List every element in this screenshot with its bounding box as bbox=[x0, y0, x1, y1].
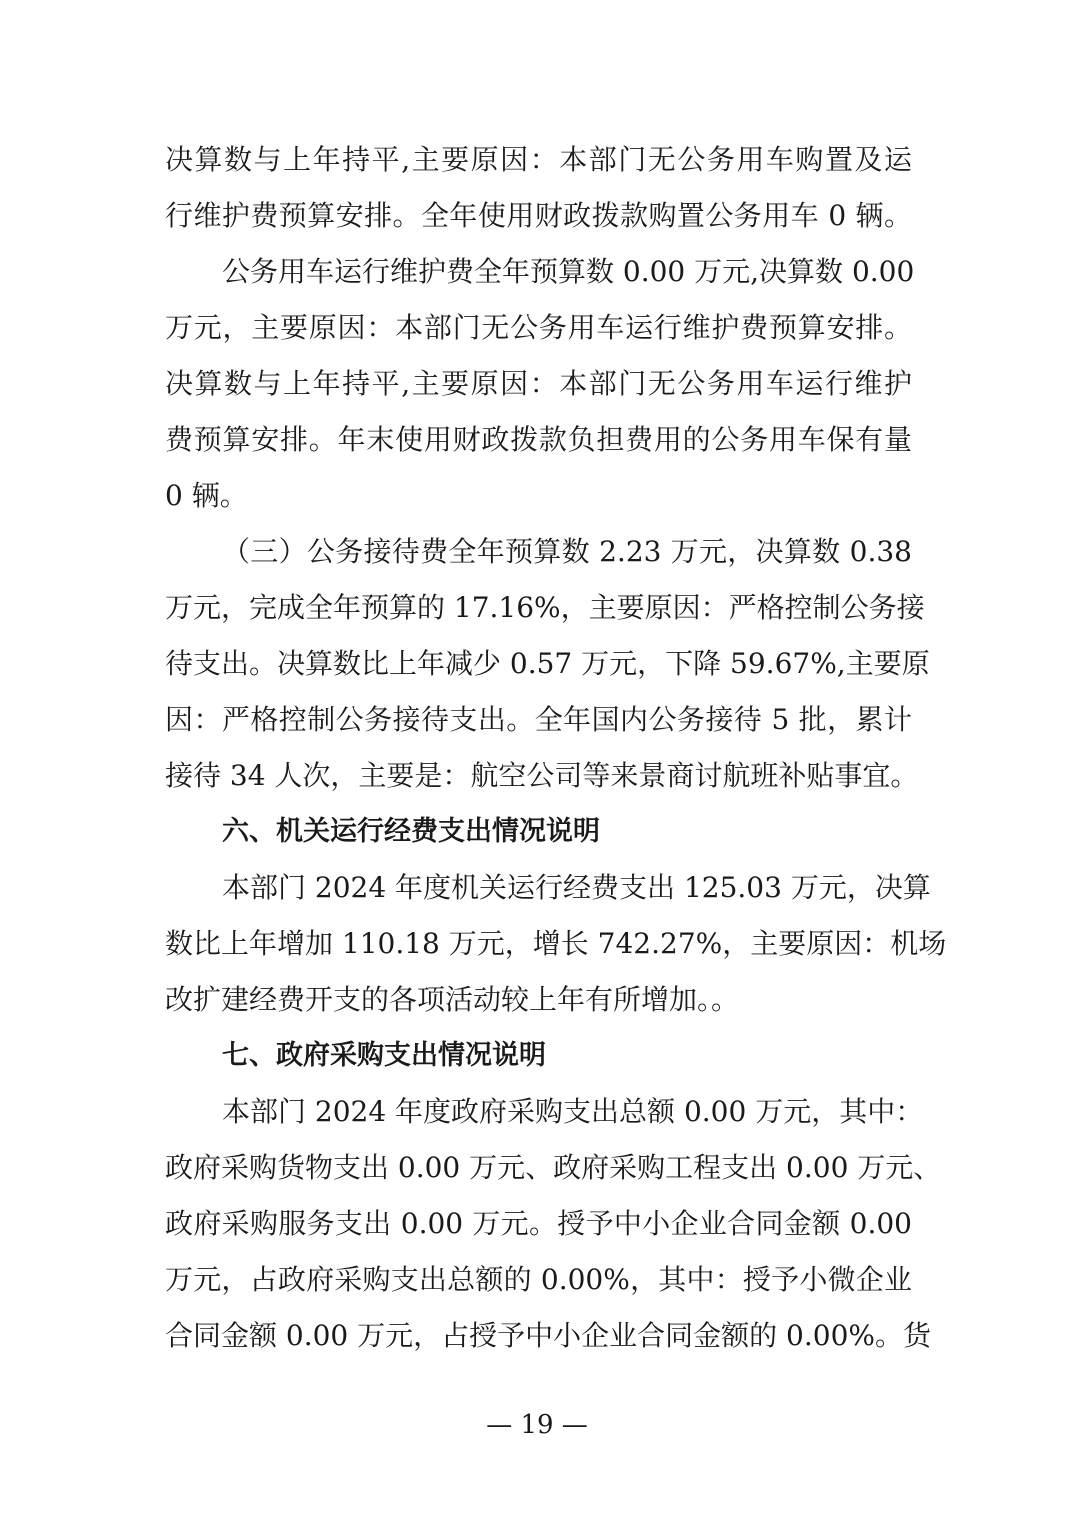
text-line: 待支出。决算数比上年减少 0.57 万元，下降 59.67%,主要原 bbox=[165, 647, 930, 680]
document-body bbox=[165, 138, 947, 1370]
text-line: 0 辆。 bbox=[165, 479, 248, 512]
text-line: 行维护费预算安排。全年使用财政拨款购置公务用车 0 辆。 bbox=[165, 199, 912, 232]
text-line: 本部门 2024 年度机关运行经费支出 125.03 万元，决算 bbox=[222, 871, 931, 904]
text-line: 接待 34 人次，主要是：航空公司等来景商讨航班补贴事宜。 bbox=[165, 759, 919, 792]
text-line: 政府采购货物支出 0.00 万元、政府采购工程支出 0.00 万元、 bbox=[165, 1151, 942, 1184]
text-line: （三）公务接待费全年预算数 2.23 万元，决算数 0.38 bbox=[222, 535, 912, 568]
text-line: 合同金额 0.00 万元，占授予中小企业合同金额的 0.00%。货 bbox=[165, 1319, 931, 1352]
text-line: 本部门 2024 年度政府采购支出总额 0.00 万元，其中： bbox=[222, 1095, 924, 1128]
text-line: 数比上年增加 110.18 万元，增长 742.27%，主要原因：机场 bbox=[165, 927, 947, 960]
text-line: 改扩建经费开支的各项活动较上年有所增加。。 bbox=[165, 983, 740, 1016]
text-line: 因：严格控制公务接待支出。全年国内公务接待 5 批，累计 bbox=[165, 703, 912, 736]
section-heading: 六、机关运行经费支出情况说明 bbox=[222, 816, 600, 847]
text-line: 万元，完成全年预算的 17.16%，主要原因：严格控制公务接 bbox=[165, 591, 925, 624]
text-line: 政府采购服务支出 0.00 万元。授予中小企业合同金额 0.00 bbox=[165, 1207, 912, 1240]
text-line: 决算数与上年持平,主要原因：本部门无公务用车购置及运 bbox=[165, 143, 912, 176]
text-line: 决算数与上年持平,主要原因：本部门无公务用车运行维护 bbox=[165, 367, 912, 400]
text-line: 万元，主要原因：本部门无公务用车运行维护费预算安排。 bbox=[165, 311, 912, 344]
text-line: 万元，占政府采购支出总额的 0.00%，其中：授予小微企业 bbox=[165, 1263, 912, 1296]
text-line: 费预算安排。年末使用财政拨款负担费用的公务用车保有量 bbox=[165, 423, 912, 456]
page-number: — 19 — bbox=[486, 1410, 588, 1440]
section-heading: 七、政府采购支出情况说明 bbox=[222, 1040, 546, 1071]
text-line: 公务用车运行维护费全年预算数 0.00 万元,决算数 0.00 bbox=[222, 255, 915, 288]
